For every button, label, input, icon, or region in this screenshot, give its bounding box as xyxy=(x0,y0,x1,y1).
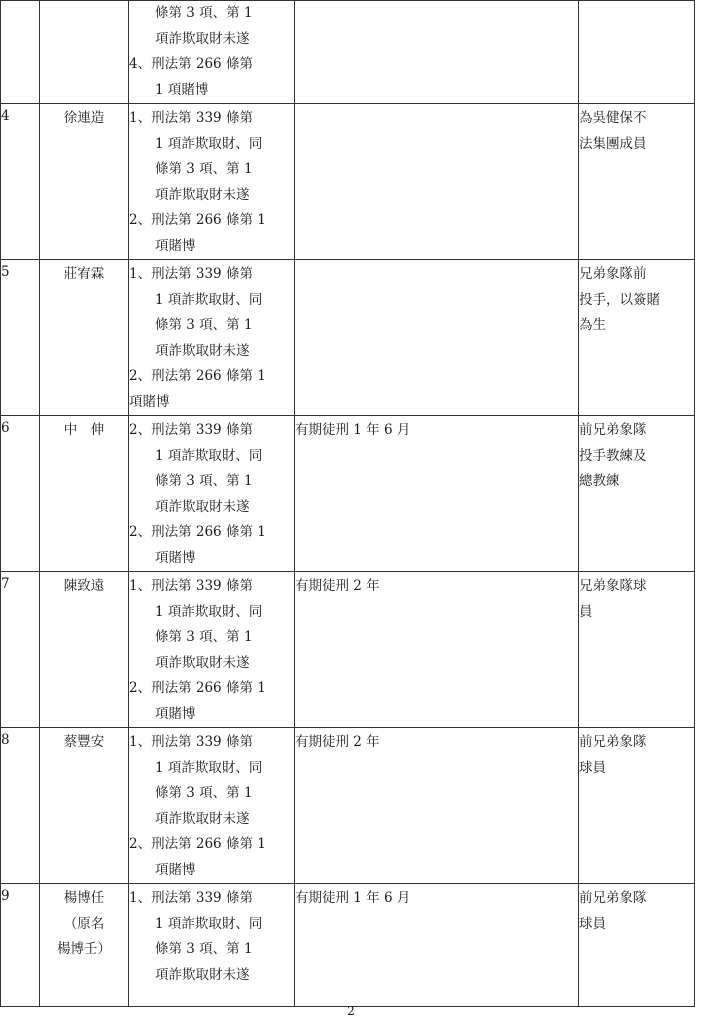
defendant-name xyxy=(40,1,129,104)
remark-line: 前兄弟象隊 xyxy=(579,890,647,906)
charge-line: 條第 3 項、第 1 xyxy=(155,161,253,177)
remarks xyxy=(579,884,695,1007)
charge-line: 2、刑法第 266 條第 1 xyxy=(129,524,266,540)
charge-line: 2、刑法第 266 條第 1 xyxy=(129,680,266,696)
charge-line: 項詐欺取財未遂 xyxy=(155,966,250,983)
table-row xyxy=(1,572,695,728)
charge-line: 1 項詐欺取財、同 xyxy=(155,291,263,308)
charge-line: 4、刑法第 266 條第 xyxy=(129,56,253,72)
remark-line: 兄弟象隊前 xyxy=(579,266,647,282)
charge-line: 1 項詐欺取財、同 xyxy=(155,603,263,620)
charge-line: 項賭博 xyxy=(129,393,170,410)
row-number: 7 xyxy=(1,572,40,728)
name-line: 中 伸 xyxy=(63,422,105,438)
remark-line: 投手，以簽賭 xyxy=(579,291,660,308)
charges xyxy=(129,728,295,884)
defendant-name xyxy=(40,884,129,1007)
charge-line: 2、刑法第 266 條第 1 xyxy=(129,836,266,852)
charge-line: 1、刑法第 339 條第 xyxy=(129,110,253,126)
remark-line: 球員 xyxy=(579,915,606,932)
charge-line: 2、刑法第 266 條第 1 xyxy=(129,212,266,228)
remarks xyxy=(579,728,695,884)
charge-line: 項賭博 xyxy=(155,705,196,722)
remark-line: 球員 xyxy=(579,759,606,776)
table-row xyxy=(1,416,695,572)
charge-line: 項賭博 xyxy=(155,549,196,566)
defendant-name xyxy=(40,260,129,416)
charge-line: 2、刑法第 339 條第 xyxy=(129,422,253,438)
charge-line: 項賭博 xyxy=(155,861,196,878)
row-number: 4 xyxy=(1,104,40,260)
remark-line: 前兄弟象隊 xyxy=(579,734,647,750)
remark-line: 前兄弟象隊 xyxy=(579,422,647,438)
name-line: （原名 xyxy=(63,915,105,932)
charge-line: 1 項詐欺取財、同 xyxy=(155,447,263,464)
remark-line: 兄弟象隊球 xyxy=(579,578,647,594)
sentence xyxy=(295,260,579,416)
charges xyxy=(129,416,295,572)
table-body xyxy=(1,1,695,1007)
charges xyxy=(129,1,295,104)
table-row xyxy=(1,1,695,104)
charge-line: 項詐欺取財未遂 xyxy=(155,654,250,671)
remark-line: 為生 xyxy=(579,317,606,333)
table-row xyxy=(1,884,695,1007)
sentence: 有期徒刑 2 年 xyxy=(295,572,579,728)
row-number: 9 xyxy=(1,884,40,1007)
name-line: 徐連造 xyxy=(63,110,105,126)
charge-line: 1、刑法第 339 條第 xyxy=(129,266,253,282)
table-row xyxy=(1,728,695,884)
table-row xyxy=(1,260,695,416)
sentence: 有期徒刑 2 年 xyxy=(295,728,579,884)
defendant-name xyxy=(40,104,129,260)
defendant-name xyxy=(40,728,129,884)
charge-line: 條第 3 項、第 1 xyxy=(155,473,253,489)
page-number: 2 xyxy=(347,1004,355,1018)
charge-line: 1、刑法第 339 條第 xyxy=(129,890,253,906)
charge-line: 1 項詐欺取財、同 xyxy=(155,759,263,776)
charge-line: 1 項賭博 xyxy=(155,81,209,98)
charge-line: 項詐欺取財未遂 xyxy=(155,498,250,515)
remark-line: 為吳健保不 xyxy=(579,110,647,126)
name-line: 陳致遠 xyxy=(63,578,105,594)
charge-line: 項詐欺取財未遂 xyxy=(155,30,250,47)
defendant-name xyxy=(40,416,129,572)
charge-line: 條第 3 項、第 1 xyxy=(155,5,253,21)
name-line: 蔡豐安 xyxy=(63,734,105,750)
charges xyxy=(129,884,295,1007)
remark-line: 員 xyxy=(579,603,593,620)
row-number: 6 xyxy=(1,416,40,572)
charge-line: 1 項詐欺取財、同 xyxy=(155,915,263,932)
remarks xyxy=(579,104,695,260)
remarks xyxy=(579,260,695,416)
charges xyxy=(129,104,295,260)
charge-line: 條第 3 項、第 1 xyxy=(155,629,253,645)
charge-line: 1、刑法第 339 條第 xyxy=(129,734,253,750)
sentence xyxy=(295,1,579,104)
remarks xyxy=(579,572,695,728)
name-line: 楊博壬） xyxy=(57,941,111,957)
sentence: 有期徒刑 1 年 6 月 xyxy=(295,884,579,1007)
row-number xyxy=(1,1,40,104)
charge-line: 項詐欺取財未遂 xyxy=(155,342,250,359)
remark-line: 總教練 xyxy=(579,473,620,489)
sentence: 有期徒刑 1 年 6 月 xyxy=(295,416,579,572)
charge-line: 項詐欺取財未遂 xyxy=(155,186,250,203)
remark-line: 法集團成員 xyxy=(579,135,647,152)
row-number: 8 xyxy=(1,728,40,884)
charge-line: 1、刑法第 339 條第 xyxy=(129,578,253,594)
charge-line: 項賭博 xyxy=(155,237,196,254)
charge-line: 2、刑法第 266 條第 1 xyxy=(129,368,266,384)
name-line: 楊博任 xyxy=(63,890,105,906)
remarks xyxy=(579,416,695,572)
charge-line: 1 項詐欺取財、同 xyxy=(155,135,263,152)
charge-line: 條第 3 項、第 1 xyxy=(155,317,253,333)
charges xyxy=(129,572,295,728)
name-line: 莊宥霖 xyxy=(63,266,105,282)
table-row xyxy=(1,104,695,260)
charges xyxy=(129,260,295,416)
charge-line: 條第 3 項、第 1 xyxy=(155,941,253,957)
remark-line: 投手教練及 xyxy=(579,447,647,464)
defendant-name xyxy=(40,572,129,728)
charge-line: 項詐欺取財未遂 xyxy=(155,810,250,827)
remarks xyxy=(579,1,695,104)
row-number: 5 xyxy=(1,260,40,416)
sentence xyxy=(295,104,579,260)
charge-line: 條第 3 項、第 1 xyxy=(155,785,253,801)
